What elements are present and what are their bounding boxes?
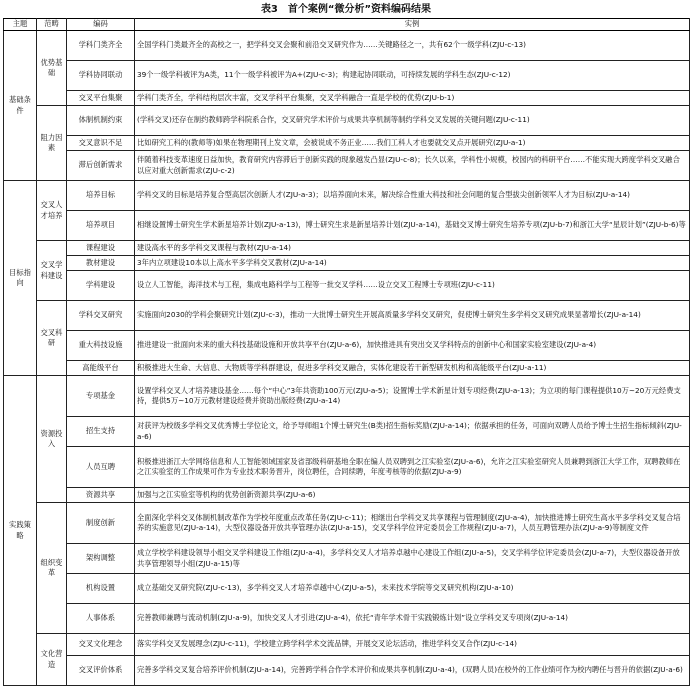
example-cell: 设置学科交叉人才培养建设基金……每个“中心”3年共资助100万元(ZJU-a-5)；设置博士学术新星计划专项经费(ZJU-a-13)；为立项的每门课程提供10万~20万元经费支持，提供5万~10万元教材建设经费并资助出版经费(ZJU-a-14) [135,376,690,417]
example-cell: (学科交叉)还存在制约教师跨学科院系合作，交叉研究学术评价与成果共享机制等制约学科交叉发展的关键问题(ZJU-c-11) [135,106,690,136]
category-cell: 阻力因素 [37,106,67,181]
code-cell: 培养项目 [67,211,135,241]
code-cell: 学科交叉研究 [67,301,135,331]
example-cell: 积极推进大生命、大信息、大物质等学科群建设，促进多学科交叉融合，实体化建设若干新型研发机构和高能级平台(ZJU-a-11) [135,361,690,376]
header-theme: 主题 [4,19,37,31]
table-row [4,211,690,241]
table-row [4,361,690,376]
theme-cell: 目标指向 [4,181,37,376]
example-cell: 设立人工智能，海洋技术与工程，集成电路科学与工程等一批交叉学科……设立交叉工程博士专项班(ZJU-c-11) [135,271,690,301]
table-row [4,256,690,271]
code-cell: 人事体系 [67,604,135,634]
table-row [4,574,690,604]
table-caption: 表3 首个案例“微分析”资料编码结果 [260,4,432,15]
table-row [4,503,690,544]
table-row [4,31,690,61]
code-cell: 高能级平台 [67,361,135,376]
example-cell: 完善教师兼聘与流动机制(ZJU-a-9)，加快交叉人才引进(ZJU-a-4)，依托“青年学术骨干实践锻炼计划”设立学科交叉专项岗(ZJU-a-14) [135,604,690,634]
table-row [4,61,690,91]
example-cell: 完善多学科交叉复合培养评价机制(ZJU-a-14)，完善跨学科合作学术评价和成果共享机制(ZJU-a-4)，(双聘人员)在校外的工作业绩可作为校内聘任与晋升的依据(ZJU-a-6) [135,656,690,686]
code-cell: 交叉评价体系 [67,656,135,686]
code-cell: 制度创新 [67,503,135,544]
code-cell: 交叉意识不足 [67,136,135,151]
header-example: 实例 [135,19,690,31]
code-cell: 人员互聘 [67,447,135,488]
example-cell: 学科门类齐全，学科结构层次丰富，交叉学科平台集聚，交叉学科融合一直是学校的优势(ZJU-b-1) [135,91,690,106]
example-cell: 比如研究工科的(教师等)如果在物理期刊上发文章，会被说成不务正业……我们工科人才也要就交叉点开展研究(ZJU-a-1) [135,136,690,151]
example-cell: 成立学校学科建设领导小组交叉学科建设工作组(ZJU-a-4)，多学科交叉人才培养卓越中心建设工作组(ZJU-a-5)，交叉学科学位评定委员会(ZJU-a-7)，大型仪器设备开放共享管理领导小组(ZJU-a-15)等 [135,544,690,574]
code-cell: 重大科技设施 [67,331,135,361]
code-cell: 专项基金 [67,376,135,417]
code-cell: 交叉文化理念 [67,634,135,656]
table-row [4,447,690,488]
category-cell: 文化营造 [37,634,67,686]
code-cell: 课程建设 [67,241,135,256]
theme-cell: 实践策略 [4,376,37,686]
example-cell: 实施面向2030的学科会聚研究计划(ZJU-c-3)，推动一大批博士研究生开展高质量多学科交叉研究，促使博士研究生多学科交叉研究成果显著增长(ZJU-a-14) [135,301,690,331]
category-cell: 资源投入 [37,376,67,503]
example-cell: 学科交叉的目标是培养复合型高层次创新人才(ZJU-a-3)；以培养面向未来，解决综合性重大科技和社会问题的复合型拔尖创新领军人才为目标(ZJU-a-14) [135,181,690,211]
example-cell: 全面深化学科交叉体制机制改革作为学校年度重点改革任务(ZJU-c-11)；相继出台学科交叉共享课程与管理制度(ZJU-a-4)，加快推进博士研究生高水平多学科交叉复合培养的实施意见(ZJU-a-14)，大型仪器设备开放共享管理办法(ZJU-a-15)，交叉学科学位评定委员会工作规程(ZJU-a-7)，人员互聘管理办法(ZJU-a-9)等制度文件 [135,503,690,544]
table-row [4,331,690,361]
code-cell: 学科门类齐全 [67,31,135,61]
table-row [4,91,690,106]
code-cell: 学科协同联动 [67,61,135,91]
code-cell: 架构调整 [67,544,135,574]
header-row [4,19,690,31]
example-cell: 加强与之江实验室等机构的优势创新资源共享(ZJU-a-6) [135,488,690,503]
code-cell: 教材建设 [67,256,135,271]
header-code: 编码 [67,19,135,31]
code-cell: 交叉平台集聚 [67,91,135,106]
table-row [4,271,690,301]
table-row [4,656,690,686]
table-row [4,301,690,331]
example-cell: 推进建设一批面向未来的重大科技基础设施和开放共享平台(ZJU-a-6)，加快推进具有突出交叉学科特点的创新中心和国家实验室建设(ZJU-a-4) [135,331,690,361]
table-row [4,241,690,256]
example-cell: 对获评为校级多学科交叉优秀博士学位论文，给予导师组1个博士研究生(B类)招生指标奖励(ZJU-a-14)；依据承担的任务，可面向双聘人员给予博士生招生指标倾斜(ZJU-a-6) [135,417,690,447]
example-cell: 积极推进浙江大学网络信息和人工智能领域国家及省部级科研基地全职在编人员双聘到之江实验室(ZJU-a-6)，允许之江实验室研究人员兼聘到浙江大学工作，双聘教师在之江实验室的工作成果可作为专业技术职务晋升，岗位聘任，合同续聘，年度考核等的依据(ZJU-a-9) [135,447,690,488]
category-cell: 组织变革 [37,503,67,634]
table-row [4,151,690,181]
example-cell: 建设高水平的多学科交叉课程与教材(ZJU-a-14) [135,241,690,256]
category-cell: 交叉学科建设 [37,241,67,301]
example-cell: 落实学科交叉发展理念(ZJU-c-11)，学校建立跨学科学术交流品牌，开展交叉论坛活动，推进学科交叉合作(ZJU-c-14) [135,634,690,656]
example-cell: 伴随着科技变革速度日益加快，教育研究内容滞后于创新实践的现象越发凸显(ZJU-c-8)；长久以来，学科性小规模，校园内的科研平台……不能实现大跨度学科交叉融合以应对重大创新需求(ZJU-c-2) [135,151,690,181]
table-row [4,544,690,574]
header-category: 范畴 [37,19,67,31]
category-cell: 交叉科研 [37,301,67,376]
category-cell: 交叉人才培养 [37,181,67,241]
code-cell: 资源共享 [67,488,135,503]
example-cell: 全国学科门类最齐全的高校之一，把学科交叉会聚和前沿交叉研究作为……关键路径之一，共有62个一级学科(ZJU-c-13) [135,31,690,61]
table-row [4,136,690,151]
table-row [4,417,690,447]
table-row [4,106,690,136]
code-cell: 体制机制约束 [67,106,135,136]
category-cell: 优势基础 [37,31,67,106]
code-cell: 培养目标 [67,181,135,211]
code-cell: 滞后创新需求 [67,151,135,181]
coding-results-table [3,18,690,686]
example-cell: 成立基础交叉研究院(ZJU-c-13)，多学科交叉人才培养卓越中心(ZJU-a-5)，未来技术学院等交叉研究机构(ZJU-a-10) [135,574,690,604]
code-cell: 机构设置 [67,574,135,604]
table-row [4,634,690,656]
table-row [4,181,690,211]
example-cell: 相继设置博士研究生学术新星培养计划(ZJU-a-13)，博士研究生求是新星培养计划(ZJU-a-14)，基础交叉博士研究生培养专项(ZJU-b-7)和浙江大学“星辰计划”(ZJU-b-6)等 [135,211,690,241]
example-cell: 39个一级学科被评为A类，11个一级学科被评为A+(ZJU-c-3)；构建起协同联动，可持续发展的学科生态(ZJU-c-12) [135,61,690,91]
table-row [4,376,690,417]
theme-cell: 基础条件 [4,31,37,181]
table-row [4,488,690,503]
table-row [4,604,690,634]
code-cell: 招生支持 [67,417,135,447]
example-cell: 3年内立项建设10本以上高水平多学科交叉教材(ZJU-a-14) [135,256,690,271]
code-cell: 学科建设 [67,271,135,301]
